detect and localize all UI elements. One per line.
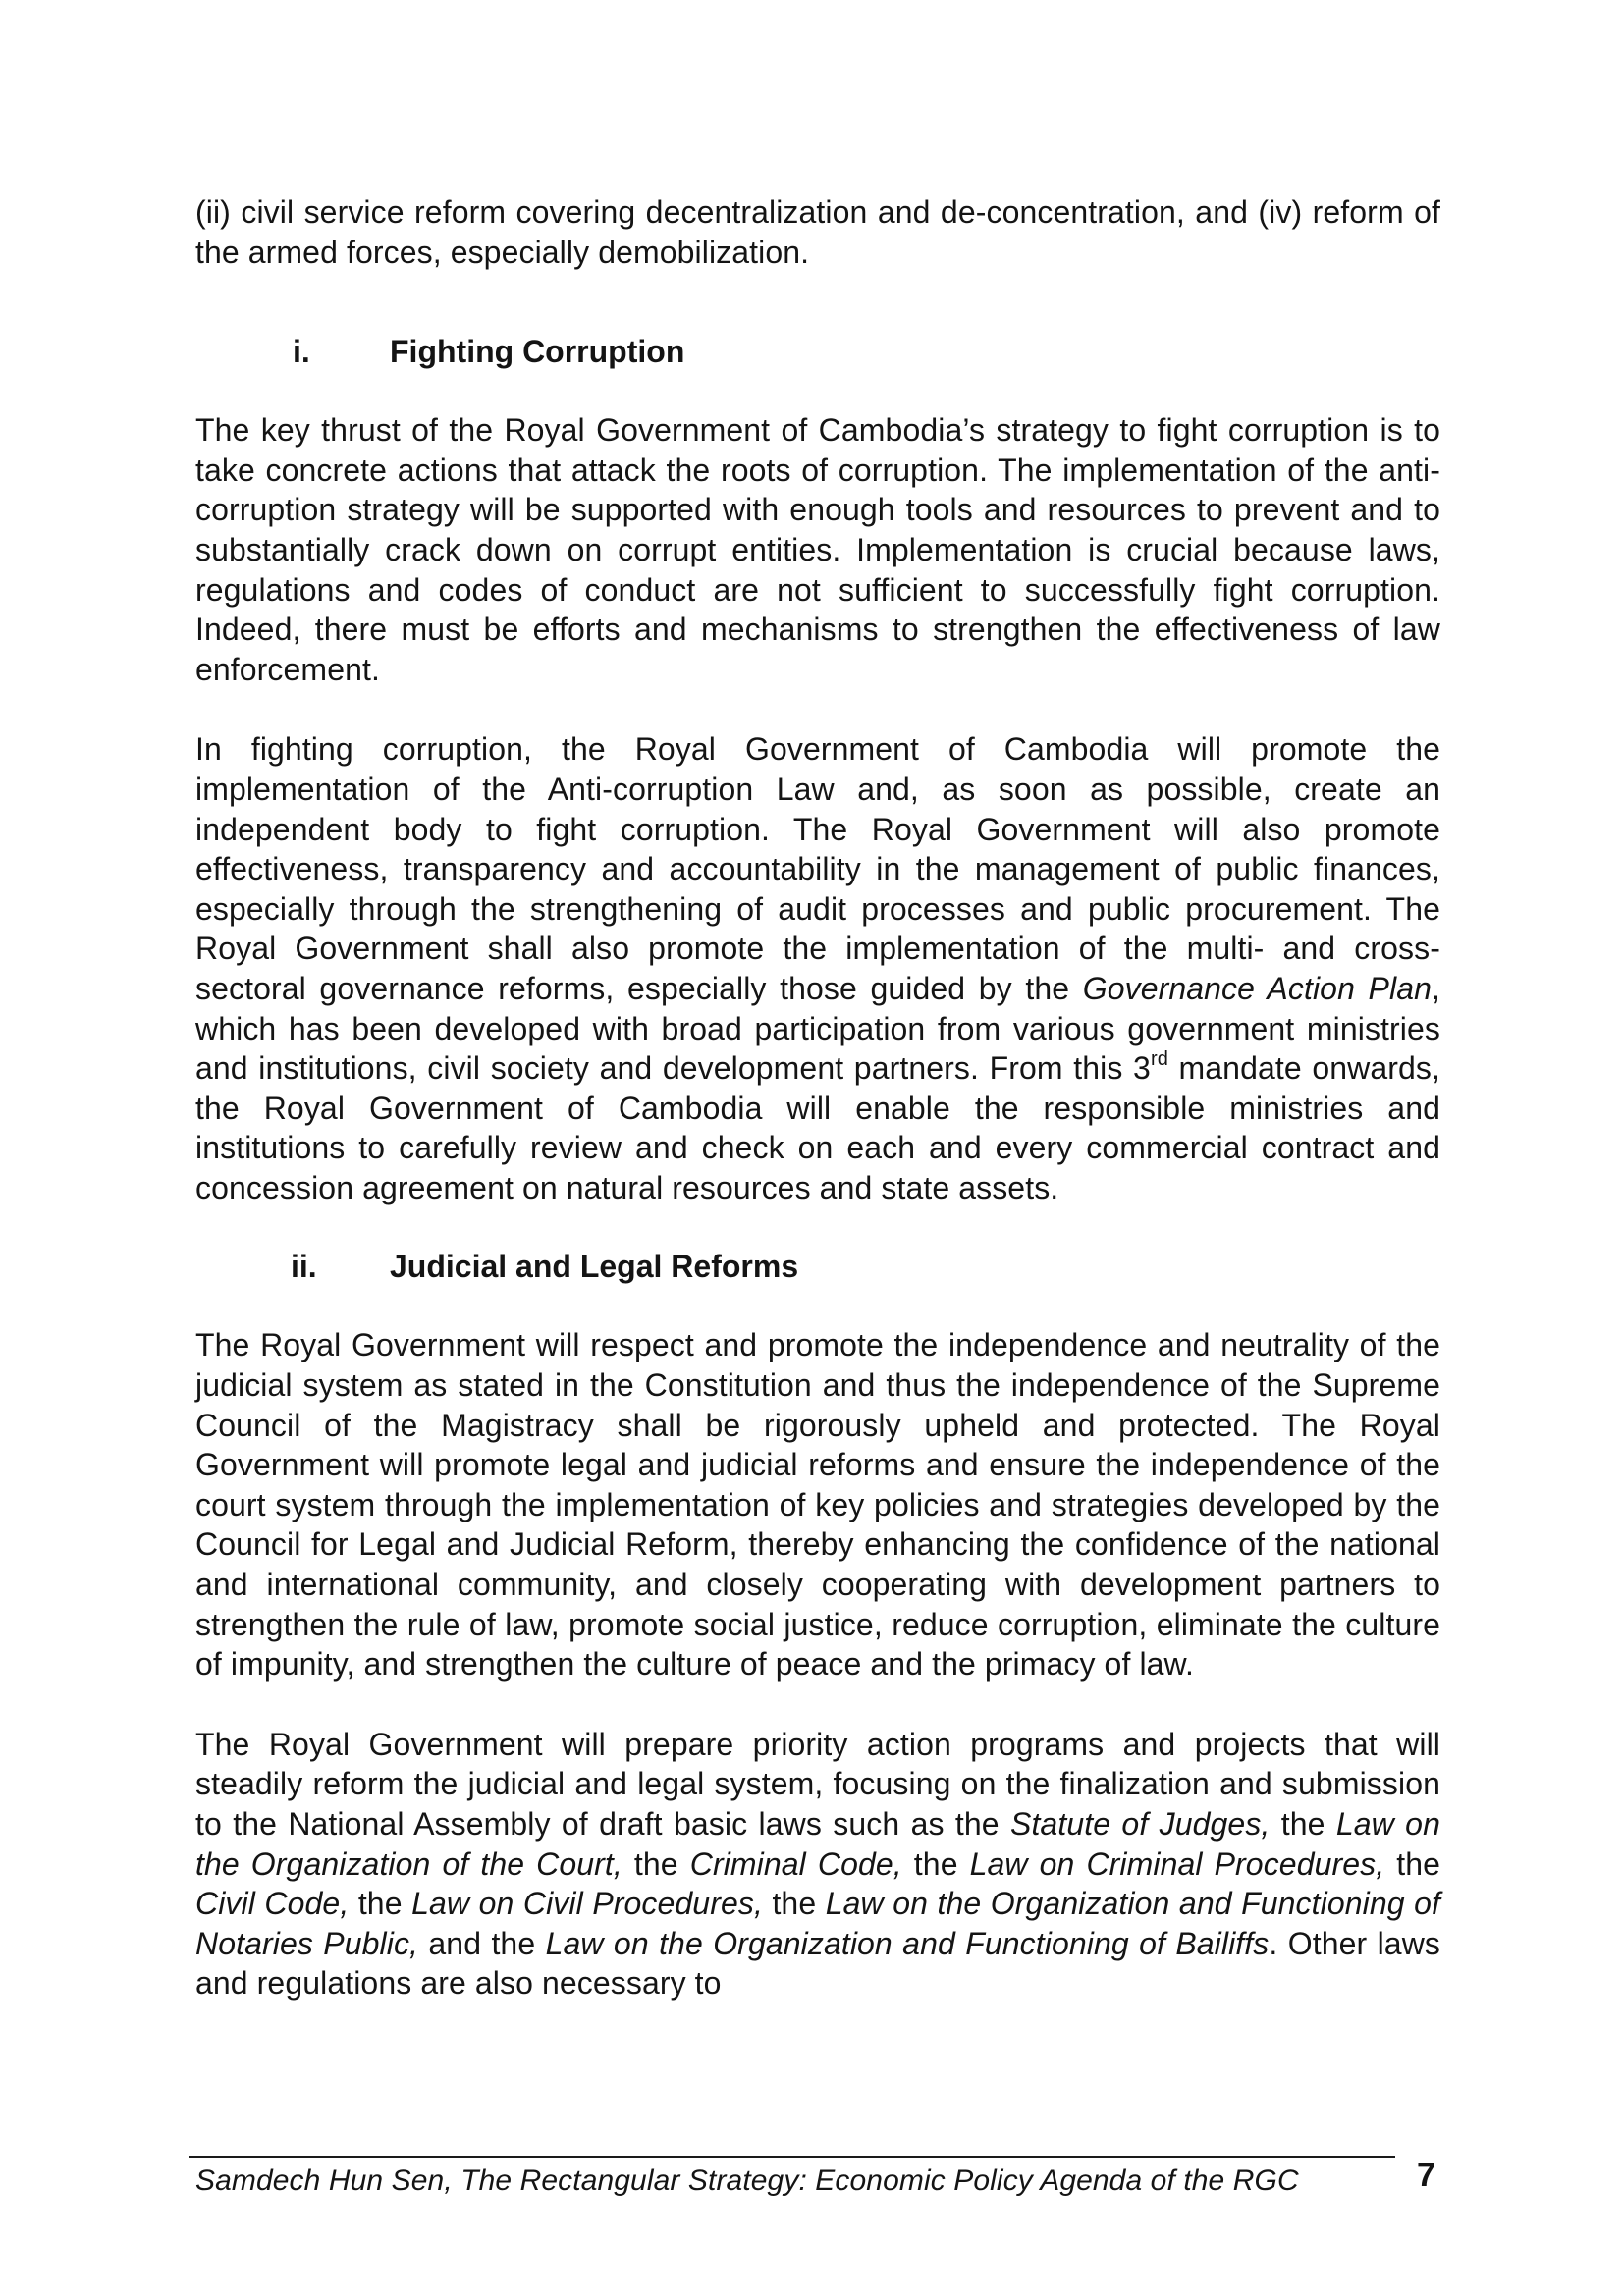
law-title: Law on the Organization and Functioning of Bailiffs [545, 1925, 1270, 1961]
text-run: mandate onwards, the Royal Government of Cambodia will enable the responsible ministries and institutions to carefully review and check on each and every commercial contract and concession agreement on natural resources and state assets. [195, 1050, 1440, 1205]
ordinal-suffix: rd [1150, 1048, 1168, 1071]
section-heading-fighting-corruption [195, 332, 1440, 371]
text-run: the [622, 1845, 690, 1882]
text-run: The Royal Government will prepare priority action programs and projects that will steadily reform the judicial and legal system, focusing on the finalization and submission to the National Assembly of draft basic laws such as the [195, 1726, 1440, 1842]
governance-action-plan-title: Governance Action Plan [1082, 970, 1433, 1006]
text-run: the [1270, 1806, 1336, 1842]
judicial-paragraph-2 [195, 1725, 1440, 2003]
text-run: and the [418, 1925, 546, 1961]
law-title: Law on the Organization of the Court, [195, 1806, 1440, 1882]
text-run: the [349, 1886, 412, 1922]
text-run: , which has been developed with broad participation from various government ministries and institutions, civil society and development partners. From this 3 [195, 970, 1441, 1087]
law-title: Law on Criminal Procedures, [969, 1845, 1385, 1882]
document-body [195, 192, 1440, 2003]
text-run: . Other laws and regulations are also necessary to [195, 1925, 1441, 2002]
text-run: the [901, 1845, 970, 1882]
corruption-paragraph-2 [195, 729, 1440, 1207]
section-title: Fighting Corruption [390, 334, 685, 370]
law-title: Law on Civil Procedures, [411, 1886, 763, 1922]
corruption-paragraph-1: The key thrust of the Royal Government of Cambodia’s strategy to fight corruption is to take concrete actions that attack the roots of corruption. The implementation of the anti-corruption strategy will be supported with enough tools and resources to prevent and to substantially crack down on corrupt entities. Implementation is crucial because laws, regulations and codes of conduct are not sufficient to successfully fight corruption. Indeed, there must be efforts and mechanisms to strengthen the effectiveness of law enforcement. [195, 412, 1440, 687]
text-run: the [762, 1886, 826, 1922]
law-title: Law on the Organization and Functioning of Notaries Public, [195, 1886, 1441, 1961]
law-title: Civil Code, [195, 1886, 350, 1922]
text-run: In fighting corruption, the Royal Government of Cambodia will promote the implementation of the Anti-corruption Law and, as soon as possible, create an independent body to fight corruption. The Royal Government will also promote effectiveness, transparency and accountability in the management of public finances, especially through the strengthening of audit processes and public procurement. The Royal Government shall also promote the implementation of the multi- and cross-sectoral governance reforms, especially those guided by the [195, 731, 1440, 1006]
section-heading-judicial-legal-reforms [195, 1247, 1440, 1286]
judicial-paragraph-1: The Royal Government will respect and promote the independence and neutrality of the judicial system as stated in the Constitution and thus the independence of the Supreme Council of the Magistracy shall be rigorously upheld and protected. The Royal Government will promote legal and judicial reforms and ensure the independence of the court system through the implementation of key policies and strategies developed by the Council for Legal and Judicial Reform, thereby enhancing the confidence of the national and international community, and closely cooperating with development partners to strengthen the rule of law, promote social justice, reduce corruption, eliminate the culture of impunity, and strengthen the culture of peace and the primacy of law. [195, 1327, 1440, 1682]
law-title: Statute of Judges, [1010, 1806, 1271, 1842]
footer-citation: Samdech Hun Sen, The Rectangular Strategy: Economic Policy Agenda of the RGC [195, 2164, 1299, 2197]
text-run: the [1384, 1845, 1441, 1882]
section-title: Judicial and Legal Reforms [390, 1249, 799, 1285]
page-number: 7 [1417, 2157, 1435, 2194]
section-number: i. [293, 334, 310, 370]
intro-paragraph: (ii) civil service reform covering decentralization and de-concentration, and (iv) reform of the armed forces, especially demobilization. [195, 194, 1440, 270]
section-number: ii. [291, 1249, 317, 1285]
law-title: Criminal Code, [689, 1845, 902, 1882]
footer-divider [189, 2156, 1395, 2158]
